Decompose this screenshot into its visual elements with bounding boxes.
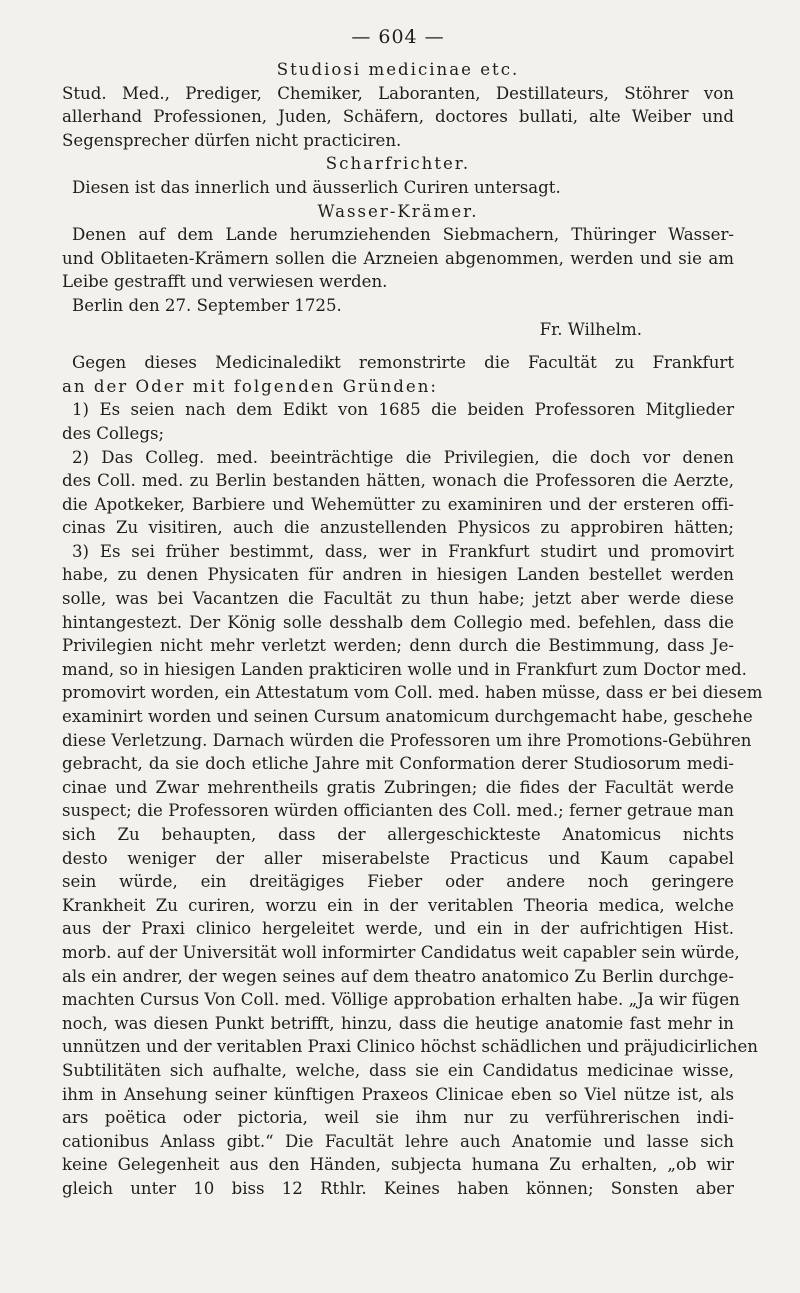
text-line: aus der Praxi clinico hergeleitet werde, und ein in der aufrichtigen Hist. — [62, 919, 734, 939]
text-line: Privilegien nicht mehr verletzt werden; denn durch die Bestimmung, dass Je- — [62, 636, 734, 656]
text-line: cationibus Anlass gibt.“ Die Facultät lehre auch Anatomie und lasse sich — [62, 1131, 734, 1151]
text-line: Wasser-Krämer. — [317, 201, 479, 221]
text-line: Denen auf dem Lande herumziehenden Siebmachern, Thüringer Wasser- — [72, 225, 734, 245]
text-line: Scharfrichter. — [325, 154, 471, 174]
page-body-text — [62, 58, 763, 1201]
text-line: Gegen dieses Medicinaledikt remonstrirte die Facultät zu Frankfurt — [72, 353, 734, 373]
text-line: suspect; die Professoren würden officianten des Coll. med.; ferner getraue man — [62, 801, 734, 821]
text-line: desto weniger der aller miserabelste Practicus und Kaum capabel — [62, 848, 734, 868]
text-line: Leibe gestrafft und verwiesen werden. — [62, 272, 388, 292]
page-number: — 604 — — [351, 26, 445, 48]
text-line: allerhand Professionen, Juden, Schäfern, doctores bullati, alte Weiber und — [62, 107, 734, 127]
text-line: Stud. Med., Prediger, Chemiker, Laboranten, Destillateurs, Stöhrer von — [62, 83, 734, 103]
text-line: habe, zu denen Physicaten für andren in hiesigen Landen bestellet werden — [62, 565, 734, 585]
text-line: hintangestezt. Der König solle desshalb dem Collegio med. befehlen, dass die — [62, 612, 734, 632]
text-line: cinae und Zwar mehrentheils gratis Zubringen; die fides der Facultät werde — [62, 777, 734, 797]
text-line: diese Verletzung. Darnach würden die Professoren um ihre Promotions-Gebühren — [62, 730, 752, 750]
text-line: als ein andrer, der wegen seines auf dem theatro anatomico Zu Berlin durchge- — [62, 966, 734, 986]
text-line: keine Gelegenheit aus den Händen, subjecta humana Zu erhalten, „ob wir — [62, 1155, 734, 1175]
text-line: an der Oder mit folgenden Gründen: — [62, 376, 438, 396]
text-line: sich Zu behaupten, dass der allergeschickteste Anatomicus nichts — [62, 825, 734, 844]
text-line: Krankheit Zu curiren, worzu ein in der veritablen Theoria medica, welche — [62, 895, 734, 915]
text-line: gebracht, da sie doch etliche Jahre mit Conformation derer Studiosorum medi- — [62, 754, 734, 774]
text-line: Fr. Wilhelm. — [539, 319, 642, 339]
text-line: unnützen und der veritablen Praxi Clinico höchst schädlichen und präjudicirlichen — [62, 1037, 758, 1057]
text-line: Segensprecher dürfen nicht practiciren. — [62, 130, 402, 150]
text-line: Berlin den 27. September 1725. — [72, 295, 342, 315]
text-line: solle, was bei Vacantzen die Facultät zu thun habe; jetzt aber werde diese — [62, 589, 734, 609]
text-line: Diesen ist das innerlich und äusserlich Curiren untersagt. — [72, 177, 561, 197]
text-line: examinirt worden und seinen Cursum anatomicum durchgemacht habe, geschehe — [62, 707, 753, 727]
text-line: cinas Zu visitiren, auch die anzustellenden Physicos zu approbiren hätten; — [62, 518, 734, 538]
text-line: noch, was diesen Punkt betrifft, hinzu, dass die heutige anatomie fast mehr in — [62, 1013, 734, 1033]
text-line: 1) Es seien nach dem Edikt von 1685 die beiden Professoren Mitglieder — [72, 400, 734, 420]
text-line: Studiosi medicinae etc. — [276, 60, 520, 79]
text-line: Subtilitäten sich aufhalte, welche, dass sie ein Candidatus medicinae wisse, — [62, 1060, 734, 1080]
text-line: ihm in Ansehung seiner künftigen Praxeos Clinicae eben so Viel nütze ist, als — [62, 1084, 734, 1104]
text-line: und Oblitaeten-Krämern sollen die Arzneien abgenommen, werden und sie am — [62, 248, 734, 268]
text-line: 3) Es sei früher bestimmt, dass, wer in Frankfurt studirt und promovirt — [72, 541, 734, 561]
text-line: des Coll. med. zu Berlin bestanden hätten, wonach die Professoren die Aerzte, — [62, 471, 734, 491]
text-line: 2) Das Colleg. med. beeinträchtige die Privilegien, die doch vor denen — [72, 447, 734, 467]
text-line: morb. auf der Universität woll informirter Candidatus weit capabler sein würde, — [62, 942, 740, 962]
text-line: sein würde, ein dreitägiges Fieber oder andere noch geringere — [62, 872, 734, 892]
text-line: die Apotkeker, Barbiere und Wehemütter zu examiniren und der ersteren offi- — [62, 494, 734, 514]
text-line: des Collegs; — [62, 423, 165, 443]
text-line: ars poëtica oder pictoria, weil sie ihm nur zu verführerischen indi- — [62, 1108, 734, 1128]
text-line: machten Cursus Von Coll. med. Völlige approbation erhalten habe. „Ja wir fügen — [62, 990, 740, 1010]
text-line: promovirt worden, ein Attestatum vom Coll. med. haben müsse, dass er bei diesem — [62, 683, 763, 703]
text-line: mand, so in hiesigen Landen prakticiren wolle und in Frankfurt zum Doctor med. — [62, 659, 747, 679]
text-line: gleich unter 10 biss 12 Rthlr. Keines haben können; Sonsten aber — [62, 1178, 734, 1198]
